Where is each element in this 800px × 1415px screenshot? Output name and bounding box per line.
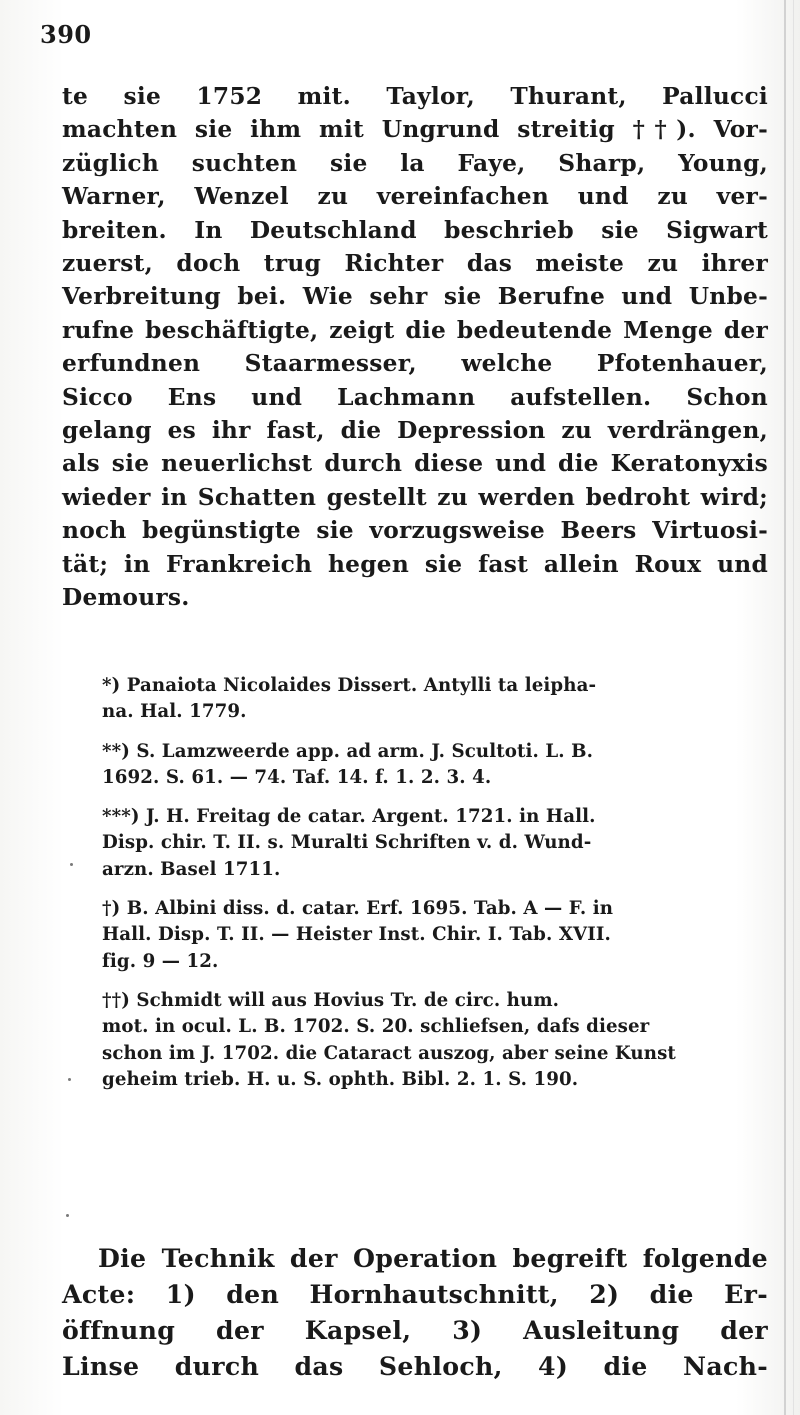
footnote-line: 1692. S. 61. — 74. Taf. 14. f. 1. 2. 3. 4. (102, 766, 492, 788)
footnote-line: mot. in ocul. L. B. 1702. S. 20. schliefsen, dafs dieser (102, 1016, 650, 1038)
text-line: breiten. In Deutschland beschrieb sie Sigwart (62, 216, 768, 244)
text-line: erfundnen Staarmesser, welche Pfotenhauer, (62, 350, 768, 378)
text-line: wieder in Schatten gestellt zu werden bedroht wird; (62, 483, 768, 511)
ink-speck (66, 1214, 69, 1217)
footnote-line: ††) Schmidt will aus Hovius Tr. de circ. hum. (102, 989, 560, 1011)
footnote-line: *) Panaiota Nicolaides Dissert. Antylli ta leipha- (102, 675, 597, 696)
text-line: Demours. (62, 584, 190, 612)
text-line: machten sie ihm mit Ungrund streitig ††). Vor- (62, 116, 768, 144)
text-line: rufne beschäftigte, zeigt die bedeutende Menge der (62, 316, 768, 344)
text-line: Die Technik der Operation begreift folgende (98, 1243, 768, 1273)
text-line: Verbreitung bei. Wie sehr sie Berufne und Unbe- (62, 283, 768, 311)
text-line: öffnung der Kapsel, 3) Ausleitung der (62, 1315, 768, 1345)
footnote (62, 673, 768, 726)
footnote-line: na. Hal. 1779. (102, 701, 247, 723)
text-line: züglich suchten sie la Faye, Sharp, Young, (62, 149, 768, 177)
text-line: tät; in Frankreich hegen sie fast allein Roux und (62, 550, 768, 578)
page-edge-inner (793, 0, 794, 1415)
text-line: noch begünstigte sie vorzugsweise Beers Virtuosi- (62, 517, 768, 545)
footnote-line: Hall. Disp. T. II. — Heister Inst. Chir. I. Tab. XVII. (102, 924, 611, 946)
footnote-line: geheim trieb. H. u. S. ophth. Bibl. 2. 1. S. 190. (102, 1068, 579, 1090)
footnote-line: arzn. Basel 1711. (102, 858, 281, 880)
footnote-line: fig. 9 — 12. (102, 950, 219, 972)
page-number: 390 (40, 20, 92, 49)
closing-paragraph (62, 1240, 768, 1384)
footnote (62, 896, 768, 975)
text-line: Warner, Wenzel zu vereinfachen und zu ver- (62, 183, 768, 211)
ink-speck (70, 863, 73, 866)
footnote (62, 739, 768, 792)
text-line: gelang es ihr fast, die Depression zu verdrängen, (62, 417, 768, 445)
text-line: te sie 1752 mit. Taylor, Thurant, Pallucci (62, 83, 768, 110)
text-line: als sie neuerlichst durch diese und die Keratonyxis (62, 450, 768, 478)
footnote-line: ***) J. H. Freitag de catar. Argent. 1721. in Hall. (102, 806, 596, 828)
ink-speck (68, 1078, 71, 1081)
text-line: Acte: 1) den Hornhautschnitt, 2) die Er- (62, 1279, 768, 1309)
footnotes (62, 673, 768, 1093)
text-line: zuerst, doch trug Richter das meiste zu ihrer (62, 250, 768, 278)
footnote (62, 988, 768, 1093)
page-edge (784, 0, 786, 1415)
footnote-line: schon im J. 1702. die Cataract auszog, aber seine Kunst (102, 1042, 676, 1064)
footnote (62, 804, 768, 883)
footnote-line: †) B. Albini diss. d. catar. Erf. 1695. Tab. A — F. in (102, 898, 614, 920)
text-line: Linse durch das Sehloch, 4) die Nach- (62, 1351, 768, 1381)
text-line: Sicco Ens und Lachmann aufstellen. Schon (62, 383, 768, 411)
footnote-line: Disp. chir. T. II. s. Muralti Schriften v. d. Wund- (102, 832, 592, 854)
main-paragraph (62, 80, 768, 615)
footnote-line: **) S. Lamzweerde app. ad arm. J. Scultoti. L. B. (102, 740, 594, 762)
